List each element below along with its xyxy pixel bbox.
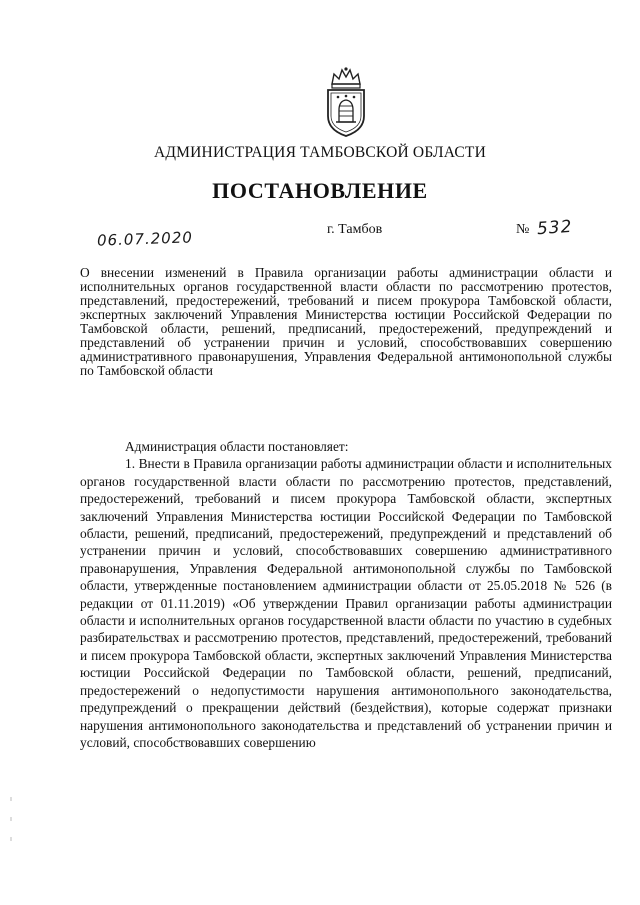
document-number: 532 (536, 216, 574, 240)
body-intro: Администрация области постановляет: (125, 439, 349, 454)
agency-name: АДМИНИСТРАЦИЯ ТАМБОВСКОЙ ОБЛАСТИ (154, 144, 486, 161)
document-type: ПОСТАНОВЛЕНИЕ (212, 178, 428, 203)
document-body (80, 438, 612, 751)
document-city: г. Тамбов (327, 222, 383, 237)
document-date: 06.07.2020 (96, 228, 194, 250)
number-sign: № (516, 222, 530, 237)
body-item-1: 1. Внести в Правила организации работы администрации области и исполнительных органов государственной власти области по рассмотрению протестов, представлений, предостережений, требований и писем прокурора Тамбовской области, экспертных заключений Управления Министерства юстиции Российской Федерации по Тамбовской области, решений, предписаний, предостережений, предупреждений и представлений об устранении причин и условий, способствовавших совершению административного правонарушения, Управления Федеральной антимонопольной службы по Тамбовской области, утвержденные постановлением администрации области от 25.05.2018 № 526 (в редакции от 01.11.2019) «Об утверждении Правил организации работы администрации области и исполнительных органов государственной власти области по участию в судебных разбирательствах и рассмотрению протестов, представлений, предостережений, требований и писем прокурора Тамбовской области, экспертных заключений Управления Министерства юстиции Российской Федерации по Тамбовской области, решений, предписаний, предостережений о недопустимости нарушения антимонопольного законодательства, предупреждений о прекращении действий (бездействия), которые содержат признаки нарушения антимонопольного законодательства и представлений об устранении причин и условий, способствовавших совершению (80, 456, 612, 750)
margin-mark (6, 795, 16, 855)
tambov-coat-of-arms-icon (322, 66, 370, 138)
document-subject: О внесении изменений в Правила организации работы администрации области и исполнительных органов государственной власти области по рассмотрению протестов, представлений, предостережений, требований и писем прокурора Тамбовской области, экспертных заключений Управления Министерства юстиции Российской Федерации по Тамбовской области, решений, предписаний, предостережений, предупреждений и представлений об устранении причин и условий, способствовавших совершению административного правонарушения, Управления Федеральной антимонопольной службы по Тамбовской области (80, 265, 612, 378)
